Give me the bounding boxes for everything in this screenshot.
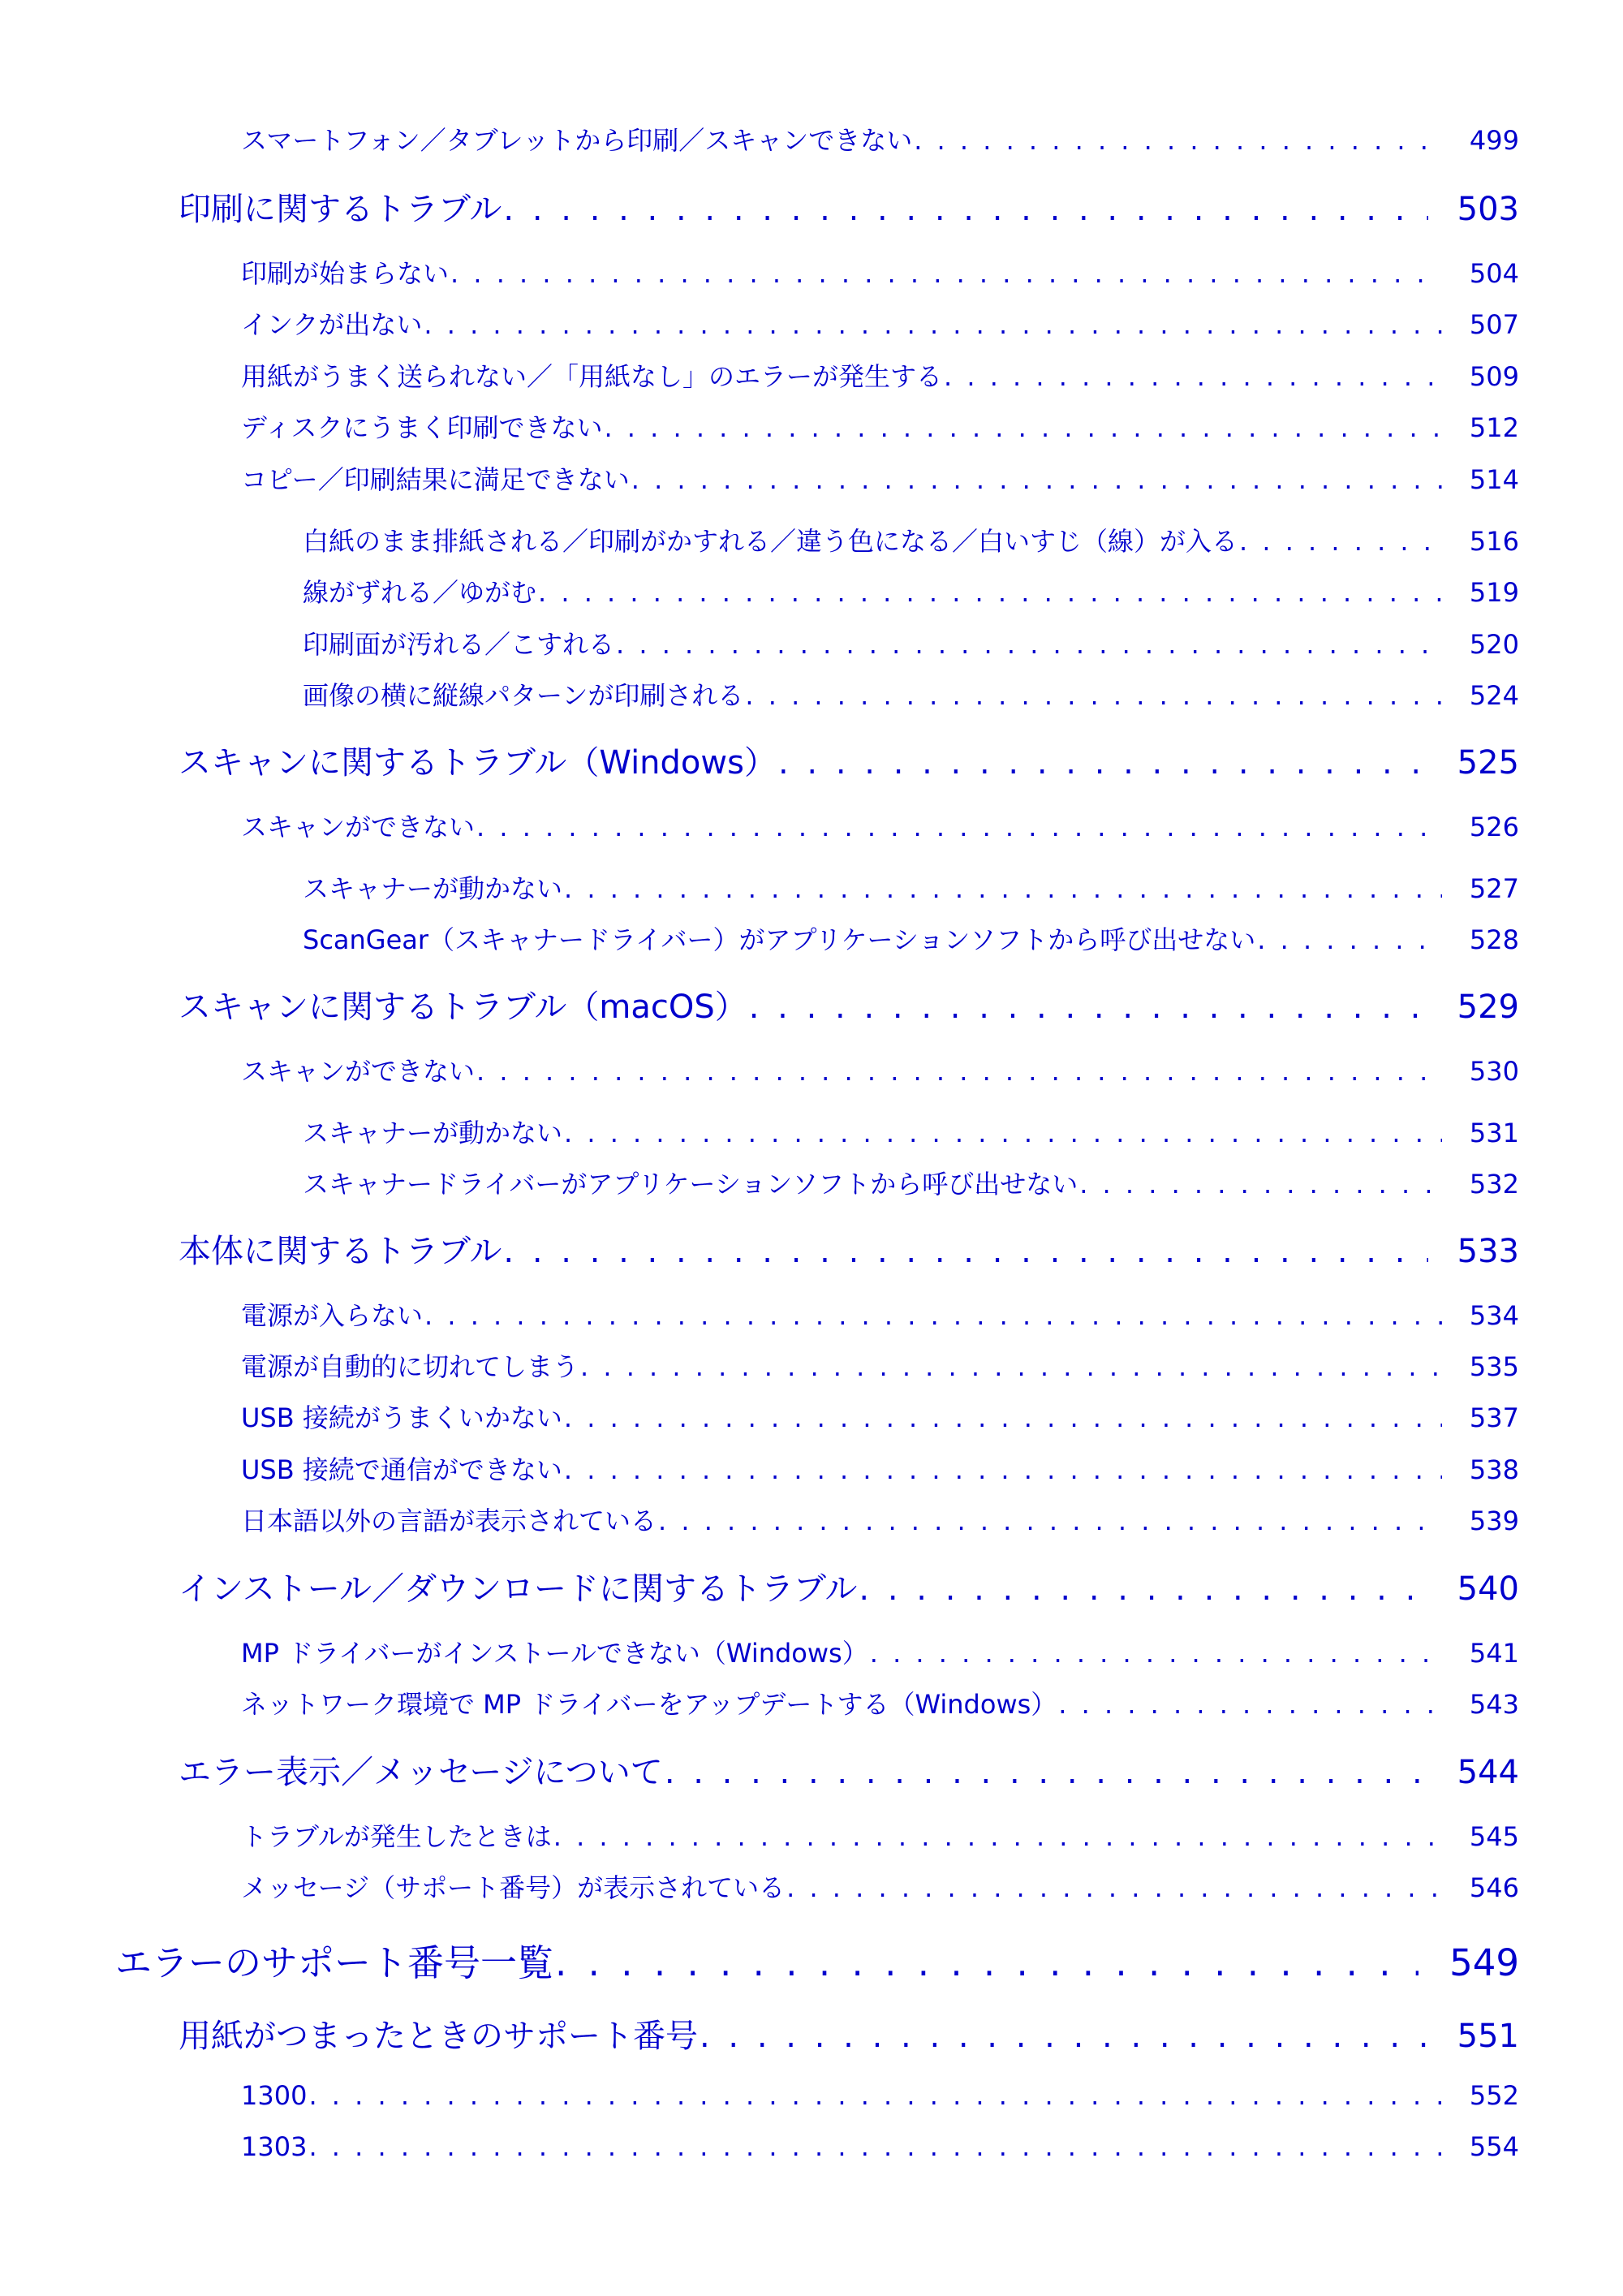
toc-page-number: 541 (1469, 1638, 1519, 1669)
toc-entry-title: 白紙のまま排紙される／印刷がかすれる／違う色になる／白いすじ（線）が入る (303, 526, 1238, 557)
toc-page-number: 537 (1469, 1402, 1519, 1433)
toc-entry-title: 印刷に関するトラブル (179, 191, 502, 228)
toc-dot-leader (1239, 526, 1442, 557)
toc-entry[interactable] (241, 1633, 1519, 1670)
toc-page-number: 544 (1457, 1754, 1519, 1791)
toc-page-number: 554 (1469, 2131, 1519, 2162)
toc-page-number: 551 (1457, 2018, 1519, 2055)
toc-page-number: 533 (1457, 1233, 1519, 1270)
toc-entry[interactable] (179, 183, 1519, 230)
toc-dot-leader (749, 989, 1428, 1026)
toc-page-number: 499 (1469, 125, 1519, 156)
toc-dot-leader (786, 1872, 1442, 1903)
toc-entry-title: インクが出ない (241, 309, 423, 340)
toc-page-number: 552 (1469, 2080, 1519, 2111)
toc-dot-leader (745, 680, 1442, 711)
toc-entry[interactable] (179, 1563, 1519, 1609)
toc-page-number: 525 (1457, 744, 1519, 782)
toc-dot-leader (503, 1233, 1427, 1270)
toc-dot-leader (1079, 1169, 1442, 1200)
toc-entry[interactable] (241, 356, 1519, 394)
toc-entry[interactable] (241, 1346, 1519, 1384)
toc-dot-leader (538, 577, 1442, 608)
toc-entry-title: スキャナードライバーがアプリケーションソフトから呼び出せない (303, 1169, 1078, 1200)
toc-dot-leader (564, 1118, 1442, 1148)
toc-entry-title: 本体に関するトラブル (179, 1233, 502, 1270)
toc-dot-leader (870, 1638, 1442, 1669)
toc-entry[interactable] (241, 1295, 1519, 1333)
toc-entry[interactable] (241, 1501, 1519, 1538)
toc-entry-title: 印刷面が汚れる／こすれる (303, 629, 615, 660)
toc-entry[interactable] (303, 624, 1519, 661)
toc-page-number: 535 (1469, 1351, 1519, 1382)
toc-entry[interactable] (303, 675, 1519, 713)
toc-dot-leader (914, 125, 1442, 156)
toc-dot-leader (944, 361, 1442, 392)
toc-dot-leader (553, 1821, 1442, 1852)
toc-dot-leader (450, 258, 1442, 289)
toc-entry[interactable] (241, 120, 1519, 157)
toc-page-number: 530 (1469, 1056, 1519, 1087)
toc-entry-title: スキャンに関するトラブル（Windows） (179, 744, 777, 782)
toc-entry[interactable] (241, 304, 1519, 342)
toc-page-number: 509 (1469, 361, 1519, 392)
toc-dot-leader (424, 309, 1442, 340)
toc-dot-leader (859, 1570, 1427, 1608)
toc-entry[interactable] (179, 981, 1519, 1027)
toc-dot-leader (424, 1300, 1442, 1331)
toc-entry-title: 画像の横に縦線パターンが印刷される (303, 680, 744, 711)
toc-page-number: 504 (1469, 258, 1519, 289)
toc-entry[interactable] (303, 920, 1519, 957)
toc-entry-title: 線がずれる／ゆがむ (303, 577, 537, 608)
toc-dot-leader (778, 744, 1428, 782)
toc-dot-leader (308, 2080, 1441, 2111)
toc-entry-title: インストール／ダウンロードに関するトラブル (179, 1570, 858, 1608)
toc-entry-title: コピー／印刷結果に満足できない (241, 464, 630, 495)
toc-entry-title: USB 接続で通信ができない (241, 1454, 562, 1485)
toc-entry[interactable] (179, 2010, 1519, 2057)
toc-entry-title: ディスクにうまく印刷できない (241, 412, 603, 443)
toc-entry[interactable] (241, 807, 1519, 844)
toc-page-number: 538 (1469, 1454, 1519, 1485)
toc-page-number: 540 (1457, 1570, 1519, 1608)
toc-page-number: 546 (1469, 1872, 1519, 1903)
toc-page-number: 514 (1469, 464, 1519, 495)
toc-page-number: 524 (1469, 680, 1519, 711)
toc-entry-title: トラブルが発生したときは (241, 1821, 552, 1852)
toc-entry-title: 印刷が始まらない (241, 258, 450, 289)
toc-dot-leader (564, 873, 1442, 904)
toc-page-number: 503 (1457, 191, 1519, 228)
toc-entry-title: スマートフォン／タブレットから印刷／スキャンできない (241, 125, 913, 156)
toc-entry-title: 電源が入らない (241, 1300, 424, 1331)
toc-entry-title: スキャンができない (241, 1056, 476, 1087)
toc-dot-leader (1058, 1689, 1442, 1720)
toc-entry-title: 用紙がうまく送られない／「用紙なし」のエラーが発生する (241, 361, 943, 392)
toc-entry-title: MP ドライバーがインストールできない（Windows） (241, 1638, 868, 1669)
toc-entry[interactable] (241, 1816, 1519, 1854)
toc-entry[interactable] (303, 868, 1519, 906)
toc-dot-leader (658, 1506, 1442, 1536)
toc-entry[interactable] (179, 737, 1519, 783)
toc-entry-title: USB 接続がうまくいかない (241, 1402, 562, 1433)
toc-entry-title: 電源が自動的に切れてしまう (241, 1351, 579, 1382)
toc-dot-leader (476, 812, 1442, 842)
toc-entry[interactable] (241, 1398, 1519, 1435)
toc-entry-title: スキャンができない (241, 812, 476, 842)
toc-page-number: 520 (1469, 629, 1519, 660)
toc-entry-title: スキャナーが動かない (303, 873, 563, 904)
toc-page-number: 528 (1469, 924, 1519, 955)
toc-entry[interactable] (303, 572, 1519, 610)
toc-page-number: 539 (1469, 1506, 1519, 1536)
toc-page-number: 526 (1469, 812, 1519, 842)
toc-entry[interactable] (303, 521, 1519, 558)
toc-entry[interactable] (241, 253, 1519, 291)
toc-dot-leader (700, 2018, 1428, 2055)
toc-entry-title: ScanGear（スキャナードライバー）がアプリケーションソフトから呼び出せない (303, 924, 1256, 955)
toc-entry-title: 1300 (241, 2080, 308, 2111)
toc-page-number: 543 (1469, 1689, 1519, 1720)
toc-entry[interactable] (241, 1051, 1519, 1088)
toc-entry-title: スキャナーが動かない (303, 1118, 563, 1148)
toc-page-number: 549 (1449, 1941, 1519, 1984)
toc-dot-leader (580, 1351, 1442, 1382)
toc-page-number: 545 (1469, 1821, 1519, 1852)
toc-page-number: 529 (1457, 989, 1519, 1026)
toc-page-number: 527 (1469, 873, 1519, 904)
toc-entry[interactable] (303, 1164, 1519, 1201)
toc-page-number: 532 (1469, 1169, 1519, 1200)
toc-page-number: 516 (1469, 526, 1519, 557)
toc-dot-leader (564, 1454, 1442, 1485)
toc-entry[interactable] (241, 407, 1519, 445)
toc-dot-leader (631, 464, 1442, 495)
toc-entry[interactable] (179, 1747, 1519, 1793)
toc-entry-title: エラー表示／メッセージについて (179, 1754, 663, 1791)
toc-entry-title: 1303 (241, 2131, 308, 2162)
toc-dot-leader (308, 2131, 1441, 2162)
toc-dot-leader (555, 1941, 1419, 1984)
toc-entry-title: 日本語以外の言語が表示されている (241, 1506, 657, 1536)
toc-page-number: 519 (1469, 577, 1519, 608)
toc-dot-leader (564, 1402, 1442, 1433)
toc-entry[interactable] (241, 459, 1519, 497)
toc-entry-title: スキャンに関するトラブル（macOS） (179, 989, 747, 1026)
toc-dot-leader (476, 1056, 1442, 1087)
toc-dot-leader (616, 629, 1442, 660)
toc-entry-title: エラーのサポート番号一覧 (115, 1941, 554, 1984)
toc-entry-title: ネットワーク環境で MP ドライバーをアップデートする（Windows） (241, 1689, 1057, 1720)
toc-entry[interactable] (241, 1867, 1519, 1905)
toc-entry[interactable] (303, 1113, 1519, 1150)
toc-entry-title: メッセージ（サポート番号）が表示されている (241, 1872, 786, 1903)
toc-dot-leader (1257, 924, 1442, 955)
toc-entry-title: 用紙がつまったときのサポート番号 (179, 2018, 698, 2055)
toc-entry[interactable] (115, 1933, 1519, 1986)
toc-page-number: 507 (1469, 309, 1519, 340)
toc-entry[interactable] (241, 2080, 1519, 2111)
toc-page-number: 534 (1469, 1300, 1519, 1331)
toc-dot-leader (665, 1754, 1428, 1791)
toc-page-number: 531 (1469, 1118, 1519, 1148)
toc-entry[interactable] (179, 1226, 1519, 1272)
toc-dot-leader (503, 191, 1427, 228)
toc-page-number: 512 (1469, 412, 1519, 443)
toc-entry[interactable] (241, 2131, 1519, 2162)
toc-entry[interactable] (241, 1684, 1519, 1721)
toc-dot-leader (604, 412, 1441, 443)
toc-entry[interactable] (241, 1450, 1519, 1487)
